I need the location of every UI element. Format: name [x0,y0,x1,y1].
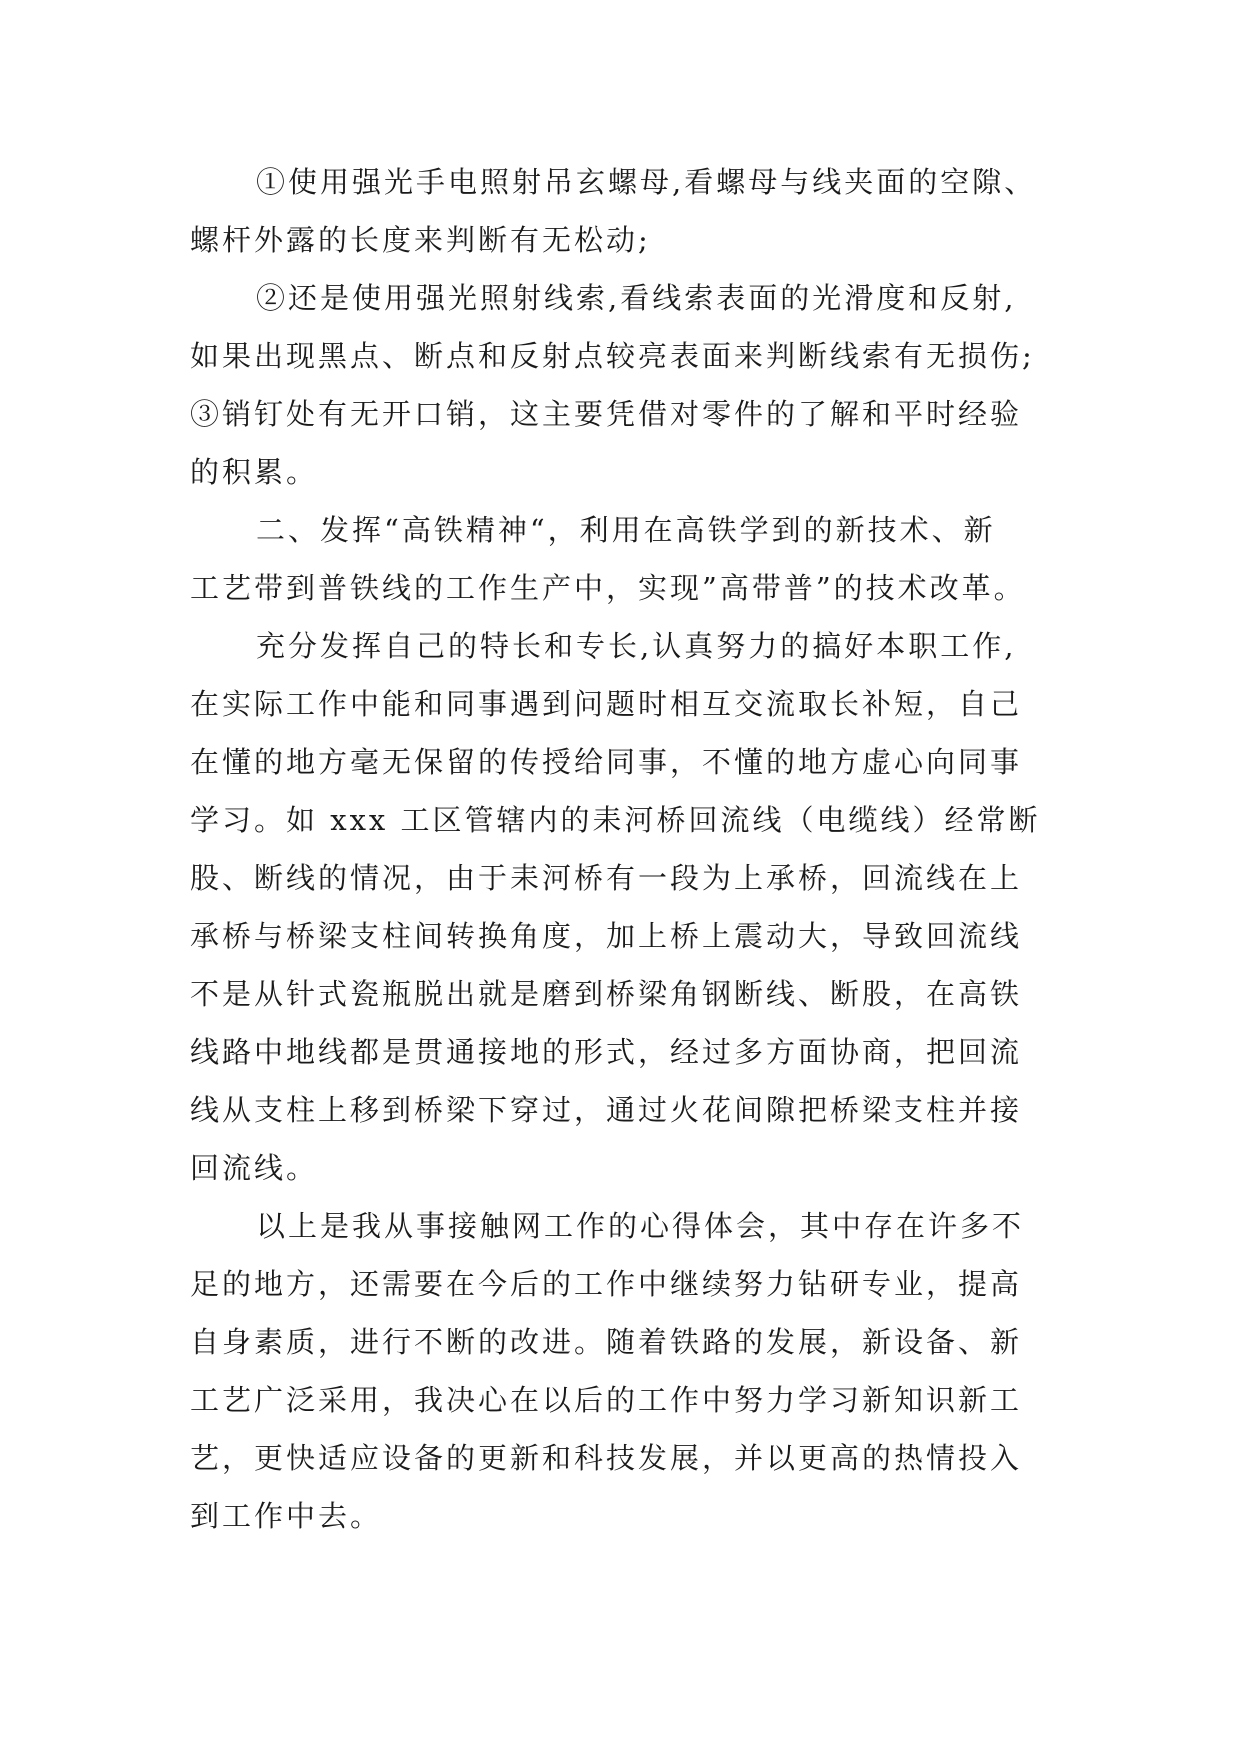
text-line: 学习。如 xxx 工区管辖内的耒河桥回流线（电缆线）经常断 [190,803,1041,837]
text-line: ①使用强光手电照射吊玄螺母,看螺母与线夹面的空隙、 [256,165,1037,199]
text-line: 螺杆外露的长度来判断有无松动; [190,223,651,257]
text-line: 到工作中去。 [190,1499,383,1533]
text-line: 线路中地线都是贯通接地的形式，经过多方面协商，把回流 [190,1035,1023,1069]
text-line: 自身素质，进行不断的改进。随着铁路的发展，新设备、新 [190,1325,1023,1359]
text-line: 如果出现黑点、断点和反射点较亮表面来判断线索有无损伤; [190,339,1035,373]
text-line: 艺，更快适应设备的更新和科技发展，并以更高的热情投入 [190,1441,1023,1475]
text-line: 以上是我从事接触网工作的心得体会，其中存在许多不 [256,1209,1025,1243]
text-line: 充分发挥自己的特长和专长,认真努力的搞好本职工作, [256,629,1017,663]
text-line: 线从支柱上移到桥梁下穿过，通过火花间隙把桥梁支柱并接 [190,1093,1023,1127]
text-line: ③销钉处有无开口销，这主要凭借对零件的了解和平时经验 [190,397,1023,431]
text-line: 足的地方，还需要在今后的工作中继续努力钻研专业，提高 [190,1267,1023,1301]
text-line: 回流线。 [190,1151,319,1185]
text-line: 不是从针式瓷瓶脱出就是磨到桥梁角钢断线、断股，在高铁 [190,977,1023,1011]
text-line: 二、发挥“高铁精神“，利用在高铁学到的新技术、新 [256,513,996,547]
text-line: 在实际工作中能和同事遇到问题时相互交流取长补短，自己 [190,687,1023,721]
text-line: 的积累。 [190,455,319,489]
text-line: ②还是使用强光照射线索,看线索表面的光滑度和反射, [256,281,1017,315]
text-line: 工艺广泛采用，我决心在以后的工作中努力学习新知识新工 [190,1383,1023,1417]
text-line: 在懂的地方毫无保留的传授给同事，不懂的地方虚心向同事 [190,745,1023,779]
text-line: 承桥与桥梁支柱间转换角度，加上桥上震动大，导致回流线 [190,919,1023,953]
text-line: 工艺带到普铁线的工作生产中，实现”高带普”的技术改革。 [190,571,1026,605]
text-line: 股、断线的情况，由于耒河桥有一段为上承桥，回流线在上 [190,861,1023,895]
